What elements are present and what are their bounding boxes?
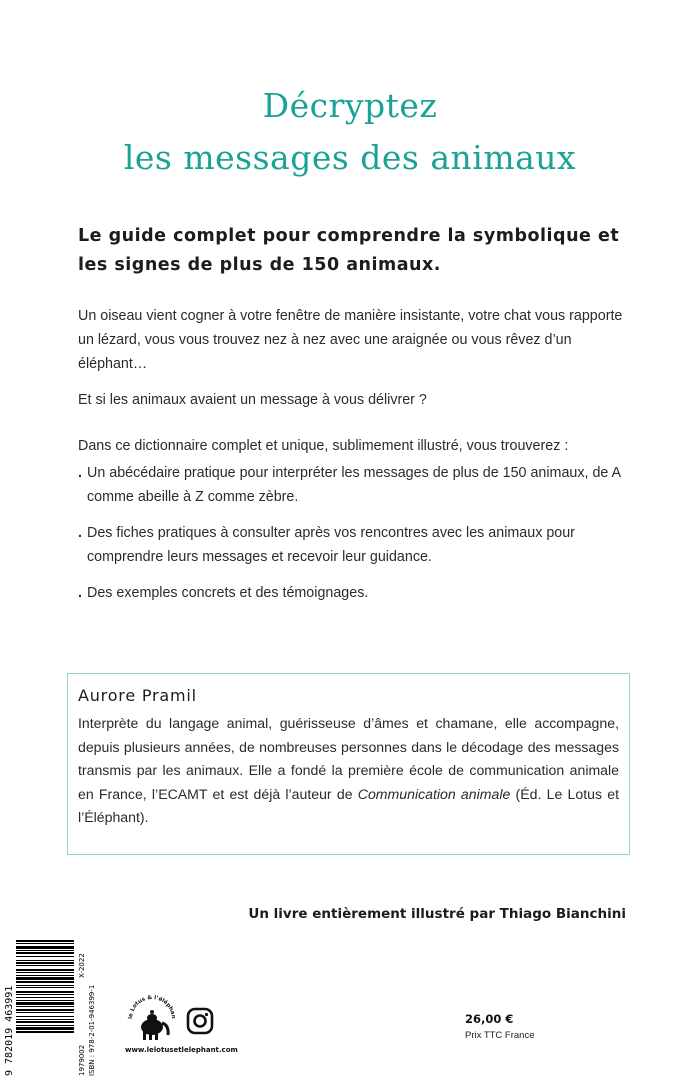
- barcode-isbn: ISBN : 978-2-01-946399-1: [88, 984, 96, 1076]
- barcode-bar: [16, 1012, 74, 1013]
- list-item-text: Des fiches pratiques à consulter après vos rencontres avec les animaux pour comprendre leurs messages et recevoir leur guidance.: [87, 525, 575, 565]
- barcode-icon: [2, 938, 102, 1078]
- barcode-bar: [16, 956, 74, 957]
- bullet: .: [78, 525, 82, 541]
- barcode-bar: [16, 985, 74, 986]
- barcode-bar: [16, 977, 74, 980]
- barcode-bar: [16, 950, 74, 951]
- barcode-bar: [16, 1006, 74, 1007]
- author-bio-text: Interprète du langage animal, guérisseuse d’âmes et chamane, elle accompagne, depuis plusieurs années, de nombreuses personnes dans le décodage des messages transmis par les animaux. Elle a fondé la première école de communication animale en France, l’ECAMT et est déjà l’auteur de: [78, 715, 619, 802]
- barcode-bar: [16, 1025, 74, 1026]
- barcode-bar: [16, 1000, 74, 1001]
- barcode-code: 1979002: [78, 1044, 86, 1076]
- author-bio-end: (Éd. Le Lotus et l’Éléphant).: [78, 785, 619, 825]
- list-item: [78, 461, 638, 509]
- list-item-text: Des exemples concrets et des témoignages.: [87, 585, 369, 601]
- svg-text:le Lotus & l’éléphant: [124, 985, 176, 1019]
- publisher-website[interactable]: www.lelotusetlelephant.com: [125, 1046, 238, 1054]
- author-book-title: Communication animale: [357, 785, 511, 802]
- price: 26,00 €: [465, 1012, 514, 1026]
- description: [78, 304, 638, 605]
- title-line-2: les messages des animaux: [123, 138, 577, 177]
- barcode-bar: [16, 972, 74, 973]
- barcode-bar: [16, 994, 74, 995]
- barcode-bar: [16, 1031, 74, 1033]
- barcode-bar: [16, 1016, 74, 1017]
- publisher-logo: [124, 985, 180, 1047]
- logo-text: le Lotus & l’éléphan: [127, 994, 177, 1020]
- barcode-digits: 9 782019 463991: [4, 985, 15, 1076]
- barcode-bar: [16, 940, 74, 942]
- bullet: .: [78, 465, 82, 481]
- barcode-block: [2, 938, 102, 1078]
- barcode-bar: [16, 997, 74, 998]
- instagram-icon[interactable]: [186, 1007, 214, 1035]
- list-item: [78, 521, 638, 569]
- barcode-bar: [16, 962, 74, 964]
- barcode-bar: [16, 1002, 74, 1005]
- feature-list: [78, 461, 638, 605]
- barcode-bar: [16, 946, 74, 949]
- paragraph-1: Un oiseau vient cogner à votre fenêtre de manière insistante, votre chat vous rapporte un lézard, vous vous trouvez nez à nez avec une araignée ou vous rêvez d’un éléphant…: [78, 308, 623, 372]
- barcode-bar: [16, 1021, 74, 1023]
- elephant-logo-icon: [124, 985, 180, 1047]
- barcode-bar: [16, 960, 74, 961]
- bullet: .: [78, 585, 82, 601]
- paragraph-2: Et si les animaux avaient un message à vous délivrer ?: [78, 392, 427, 408]
- subtitle: Le guide complet pour comprendre la symbolique et les signes de plus de 150 animaux.: [78, 226, 620, 275]
- title-line-1: Décryptez: [262, 86, 438, 125]
- barcode-bar: [16, 991, 74, 993]
- barcode-bar: [16, 981, 74, 983]
- barcode-bar: [16, 943, 74, 944]
- author-bio: [78, 712, 619, 830]
- author-name: Aurore Pramil: [78, 686, 197, 705]
- barcode-bar: [16, 1009, 74, 1011]
- barcode-bar: [16, 969, 74, 971]
- barcode-bar: [16, 1019, 74, 1020]
- barcode-date: X-2022: [78, 953, 86, 978]
- barcode-bar: [16, 1027, 74, 1030]
- paragraph-3: Dans ce dictionnaire complet et unique, sublimement illustré, vous trouverez :: [78, 438, 569, 454]
- barcode-bar: [16, 952, 74, 954]
- barcode-bar: [16, 965, 74, 966]
- author-box: [67, 673, 630, 855]
- illustrator-credit: Un livre entièrement illustré par Thiago Bianchini: [248, 906, 626, 922]
- book-title: [0, 80, 700, 184]
- barcode-bar: [16, 975, 74, 976]
- list-item-text: Un abécédaire pratique pour interpréter les messages de plus de 150 animaux, de A comme abeille à Z comme zèbre.: [87, 465, 621, 505]
- barcode-bar: [16, 987, 74, 988]
- list-item: [78, 581, 638, 605]
- price-note: Prix TTC France: [465, 1030, 535, 1041]
